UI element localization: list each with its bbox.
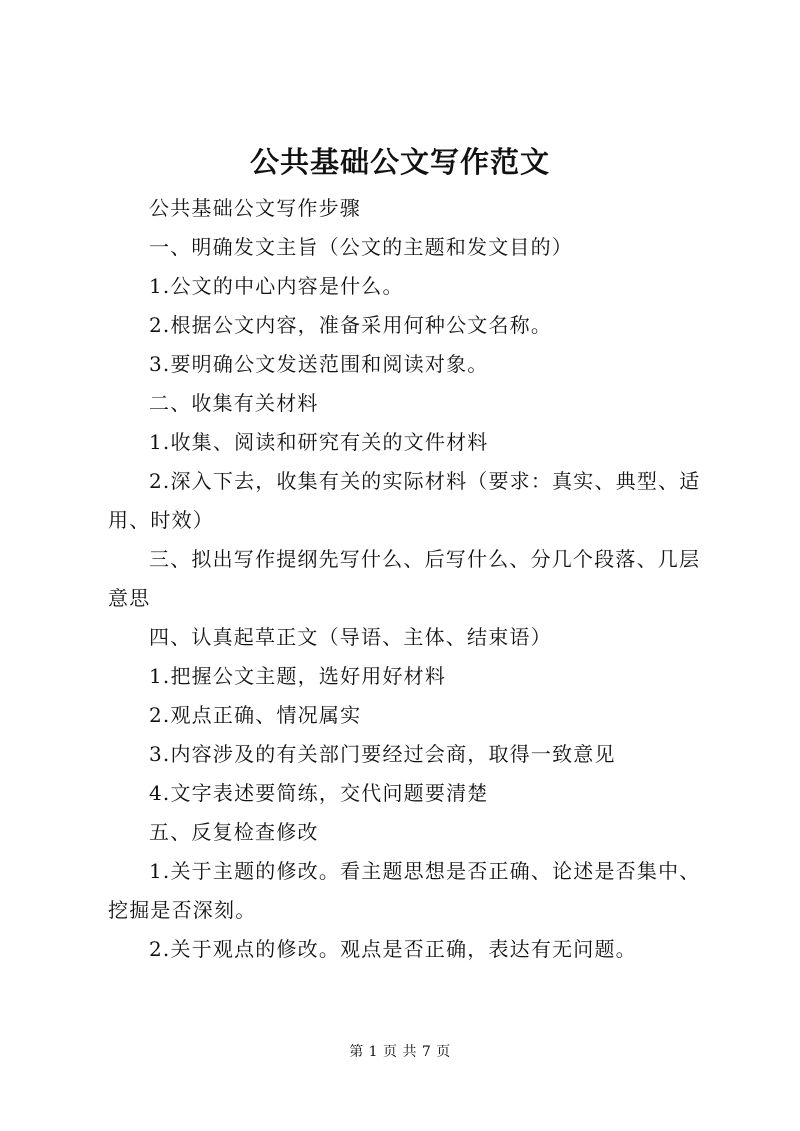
paragraph-item: 3.要明确公文发送范围和阅读对象。 — [149, 352, 489, 376]
paragraph-steps-heading: 公共基础公文写作步骤 — [149, 196, 361, 220]
paragraph-item: 4.文字表述要简练，交代问题要清楚 — [149, 781, 489, 805]
paragraph-section-3: 三、拟出写作提纲先写什么、后写什么、分几个段落、几层意思 — [108, 547, 701, 610]
paragraph-item: 3.内容涉及的有关部门要经过会商，取得一致意见 — [149, 742, 616, 766]
paragraph-item: 2.观点正确、情况属实 — [149, 703, 362, 727]
paragraph-item: 1.关于主题的修改。看主题思想是否正确、论述是否集中、挖掘是否深刻。 — [108, 859, 701, 922]
page-footer: 第 1 页 共 7 页 — [349, 1044, 451, 1060]
paragraph-section-4: 四、认真起草正文（导语、主体、结束语） — [149, 625, 552, 649]
paragraph-item: 2.根据公文内容，准备采用何种公文名称。 — [149, 313, 553, 337]
paragraph-item: 1.收集、阅读和研究有关的文件材料 — [149, 430, 489, 454]
document-body — [108, 189, 718, 969]
paragraph-item: 2.关于观点的修改。观点是否正确，表达有无问题。 — [149, 937, 637, 961]
paragraph-item: 1.把握公文主题，选好用好材料 — [149, 664, 447, 688]
paragraph-section-1: 一、明确发文主旨（公文的主题和发文目的） — [149, 235, 573, 259]
paragraph-section-2: 二、收集有关材料 — [149, 391, 319, 415]
paragraph-item: 1.公文的中心内容是什么。 — [149, 274, 404, 298]
document-title: 公共基础公文写作范文 — [249, 145, 550, 179]
paragraph-item: 2.深入下去，收集有关的实际材料（要求：真实、典型、适用、时效） — [108, 469, 701, 532]
paragraph-section-5: 五、反复检查修改 — [149, 820, 319, 844]
